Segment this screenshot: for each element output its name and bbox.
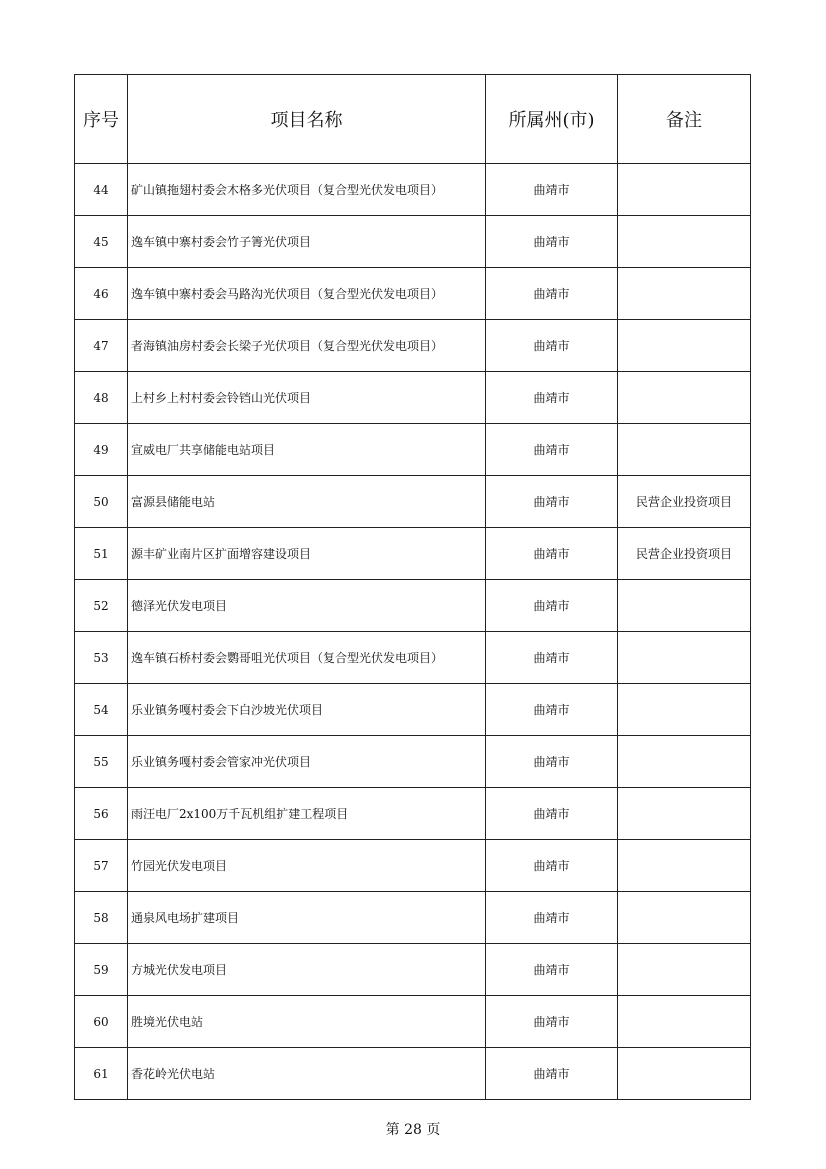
region-cell: 曲靖市 — [486, 216, 618, 268]
table-row — [75, 996, 751, 1048]
header-remarks: 备注 — [618, 75, 751, 164]
project-name-cell: 乐业镇务嘎村委会管家冲光伏项目 — [128, 736, 486, 788]
serial-number-cell: 48 — [75, 372, 128, 424]
remarks-cell — [618, 424, 751, 476]
region-cell: 曲靖市 — [486, 788, 618, 840]
page-number: 第 28 页 — [385, 1122, 441, 1138]
project-name-cell: 宣威电厂共享储能电站项目 — [128, 424, 486, 476]
table-row — [75, 944, 751, 996]
serial-number-cell: 59 — [75, 944, 128, 996]
project-name-cell: 逸车镇中寨村委会竹子箐光伏项目 — [128, 216, 486, 268]
table-row — [75, 736, 751, 788]
region-cell: 曲靖市 — [486, 892, 618, 944]
project-name-cell: 逸车镇中寨村委会马路沟光伏项目（复合型光伏发电项目） — [128, 268, 486, 320]
region-cell: 曲靖市 — [486, 632, 618, 684]
remarks-cell — [618, 840, 751, 892]
remarks-cell — [618, 892, 751, 944]
remarks-cell — [618, 164, 751, 216]
table-row — [75, 788, 751, 840]
serial-number-cell: 46 — [75, 268, 128, 320]
serial-number-cell: 55 — [75, 736, 128, 788]
region-cell: 曲靖市 — [486, 580, 618, 632]
serial-number-cell: 50 — [75, 476, 128, 528]
serial-number-cell: 61 — [75, 1048, 128, 1100]
project-name-cell: 上村乡上村村委会铃铛山光伏项目 — [128, 372, 486, 424]
table-row — [75, 268, 751, 320]
project-name-cell: 富源县储能电站 — [128, 476, 486, 528]
project-name-cell: 胜境光伏电站 — [128, 996, 486, 1048]
region-cell: 曲靖市 — [486, 996, 618, 1048]
header-region: 所属州(市) — [486, 75, 618, 164]
serial-number-cell: 56 — [75, 788, 128, 840]
region-cell: 曲靖市 — [486, 944, 618, 996]
project-name-cell: 通泉风电场扩建项目 — [128, 892, 486, 944]
serial-number-cell: 57 — [75, 840, 128, 892]
remarks-cell: 民营企业投资项目 — [618, 476, 751, 528]
remarks-cell — [618, 944, 751, 996]
serial-number-cell: 53 — [75, 632, 128, 684]
project-name-cell: 源丰矿业南片区扩面增容建设项目 — [128, 528, 486, 580]
remarks-cell: 民营企业投资项目 — [618, 528, 751, 580]
region-cell: 曲靖市 — [486, 320, 618, 372]
serial-number-cell: 58 — [75, 892, 128, 944]
table-row — [75, 216, 751, 268]
serial-number-cell: 47 — [75, 320, 128, 372]
region-cell: 曲靖市 — [486, 684, 618, 736]
table-row — [75, 476, 751, 528]
header-serial-number: 序号 — [75, 75, 128, 164]
table-row — [75, 1048, 751, 1100]
table-row — [75, 528, 751, 580]
region-cell: 曲靖市 — [486, 736, 618, 788]
region-cell: 曲靖市 — [486, 372, 618, 424]
table-row — [75, 840, 751, 892]
table-row — [75, 684, 751, 736]
region-cell: 曲靖市 — [486, 1048, 618, 1100]
remarks-cell — [618, 372, 751, 424]
project-name-cell: 逸车镇石桥村委会鹦哥咀光伏项目（复合型光伏发电项目） — [128, 632, 486, 684]
table-row — [75, 424, 751, 476]
remarks-cell — [618, 268, 751, 320]
project-table — [74, 74, 751, 1100]
region-cell: 曲靖市 — [486, 476, 618, 528]
region-cell: 曲靖市 — [486, 840, 618, 892]
project-name-cell: 矿山镇拖翅村委会木格多光伏项目（复合型光伏发电项目） — [128, 164, 486, 216]
table-row — [75, 320, 751, 372]
remarks-cell — [618, 1048, 751, 1100]
serial-number-cell: 45 — [75, 216, 128, 268]
serial-number-cell: 51 — [75, 528, 128, 580]
project-name-cell: 方城光伏发电项目 — [128, 944, 486, 996]
table-row — [75, 164, 751, 216]
remarks-cell — [618, 580, 751, 632]
table-body — [75, 164, 751, 1100]
project-name-cell: 者海镇油房村委会长梁子光伏项目（复合型光伏发电项目） — [128, 320, 486, 372]
project-name-cell: 雨汪电厂2x100万千瓦机组扩建工程项目 — [128, 788, 486, 840]
serial-number-cell: 54 — [75, 684, 128, 736]
remarks-cell — [618, 216, 751, 268]
table-row — [75, 372, 751, 424]
serial-number-cell: 52 — [75, 580, 128, 632]
remarks-cell — [618, 684, 751, 736]
serial-number-cell: 60 — [75, 996, 128, 1048]
table-row — [75, 892, 751, 944]
region-cell: 曲靖市 — [486, 268, 618, 320]
remarks-cell — [618, 632, 751, 684]
region-cell: 曲靖市 — [486, 164, 618, 216]
region-cell: 曲靖市 — [486, 424, 618, 476]
project-name-cell: 德泽光伏发电项目 — [128, 580, 486, 632]
remarks-cell — [618, 320, 751, 372]
remarks-cell — [618, 736, 751, 788]
table-row — [75, 580, 751, 632]
project-name-cell: 香花岭光伏电站 — [128, 1048, 486, 1100]
header-project-name: 项目名称 — [128, 75, 486, 164]
serial-number-cell: 49 — [75, 424, 128, 476]
region-cell: 曲靖市 — [486, 528, 618, 580]
serial-number-cell: 44 — [75, 164, 128, 216]
remarks-cell — [618, 788, 751, 840]
project-name-cell: 乐业镇务嘎村委会下白沙坡光伏项目 — [128, 684, 486, 736]
table-row — [75, 632, 751, 684]
project-name-cell: 竹园光伏发电项目 — [128, 840, 486, 892]
remarks-cell — [618, 996, 751, 1048]
table-header-row — [75, 75, 751, 164]
